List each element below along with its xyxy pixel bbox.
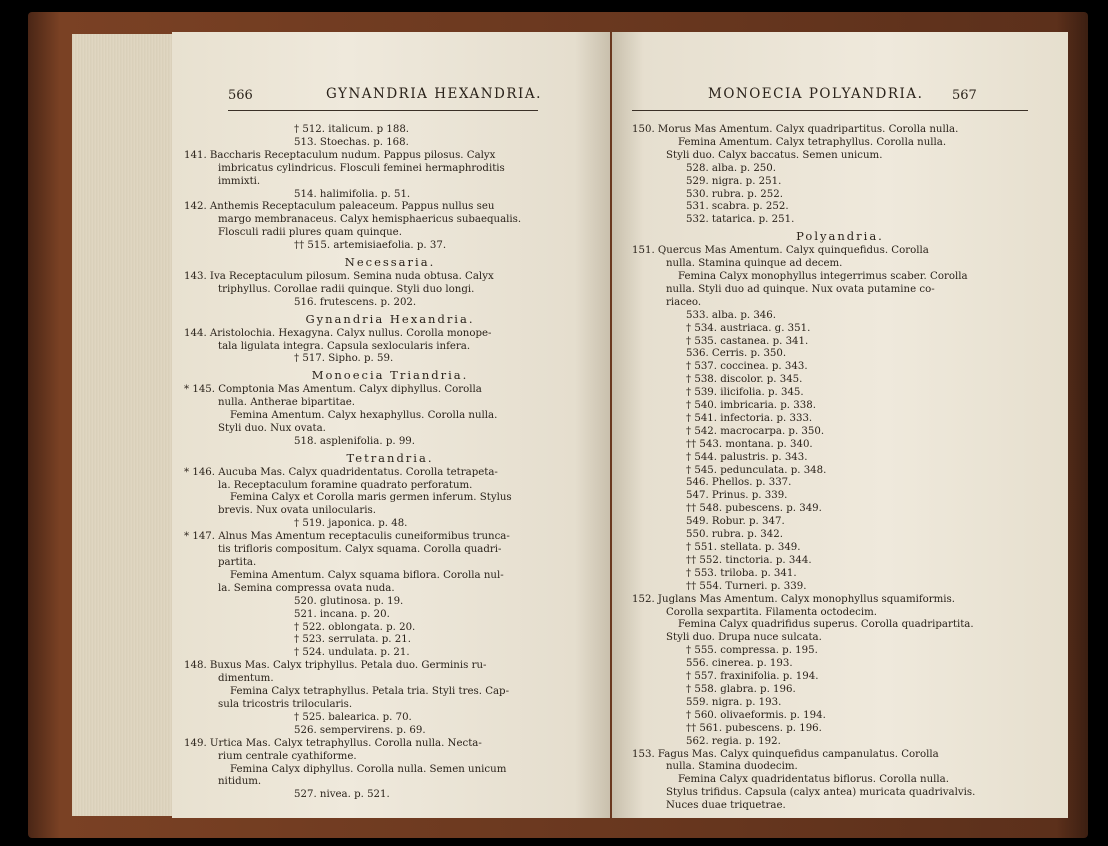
text-line: Femina Amentum. Calyx tetraphyllus. Corolla nulla.	[678, 136, 947, 148]
species-entry: † 512. italicum. p 188.	[294, 124, 410, 135]
text-line: Femina Calyx quadrifidus superus. Corolla quadripartita.	[678, 619, 974, 631]
section-heading: Necessaria.	[344, 255, 436, 270]
text-line: nitidum.	[218, 776, 262, 788]
text-line: margo membranaceus. Calyx hemisphaericus subaequalis.	[218, 214, 522, 226]
section-heading: Polyandria.	[796, 229, 884, 244]
section-heading: Monoecia Triandria.	[311, 368, 469, 383]
text-line: sula tricostris trilocularis.	[218, 698, 353, 710]
species-entry: † 523. serrulata. p. 21.	[294, 634, 411, 646]
left-header-rule	[228, 110, 538, 111]
species-entry: † 542. macrocarpa. p. 350.	[686, 425, 825, 437]
text-line: Corolla sexpartita. Filamenta octodecim.	[666, 606, 878, 618]
species-entry: † 545. pedunculata. p. 348.	[686, 464, 827, 476]
text-line: riaceo.	[666, 296, 702, 308]
species-entry: † 541. infectoria. p. 333.	[686, 412, 813, 424]
species-entry: † 540. imbricaria. p. 338.	[686, 400, 816, 412]
species-entry: †† 552. tinctoria. p. 344.	[686, 554, 812, 566]
species-entry: † 534. austriaca. g. 351.	[686, 322, 811, 334]
text-line: 149. Urtica Mas. Calyx tetraphyllus. Corolla nulla. Necta-	[184, 737, 482, 749]
right-running-title: MONOECIA POLYANDRIA.	[708, 86, 924, 102]
species-entry: † 517. Sipho. p. 59.	[294, 353, 394, 365]
species-entry: 546. Phellos. p. 337.	[686, 477, 792, 489]
text-line: Femina Amentum. Calyx hexaphyllus. Corolla nulla.	[230, 410, 498, 422]
right-page	[612, 32, 1068, 818]
text-line: 144. Aristolochia. Hexagyna. Calyx nullus. Corolla monope-	[184, 327, 492, 339]
text-line: Styli duo. Drupa nuce sulcata.	[666, 632, 822, 644]
text-line: 141. Baccharis Receptaculum nudum. Pappus pilosus. Calyx	[184, 149, 496, 161]
text-line: Flosculi radii plures quam quinque.	[218, 227, 402, 239]
left-running-head	[172, 84, 610, 106]
text-line: 153. Fagus Mas. Calyx quinquefidus campanulatus. Corolla	[632, 748, 939, 760]
species-entry: 547. Prinus. p. 339.	[686, 490, 788, 502]
text-line: * 147. Alnus Mas Amentum receptaculis cuneiformibus trunca-	[184, 531, 510, 543]
left-page	[172, 32, 610, 818]
species-entry: † 522. oblongata. p. 20.	[294, 621, 416, 633]
species-entry: † 539. ilicifolia. p. 345.	[686, 387, 804, 399]
species-entry: † 538. discolor. p. 345.	[686, 374, 803, 386]
species-entry: † 551. stellata. p. 349.	[686, 542, 801, 553]
species-entry: 518. asplenifolia. p. 99.	[294, 435, 416, 447]
species-entry: † 544. palustris. p. 343.	[686, 451, 808, 463]
text-line: nulla. Stamina duodecim.	[666, 761, 798, 773]
species-entry: 526. sempervirens. p. 69.	[294, 724, 426, 736]
right-running-head	[612, 84, 1068, 106]
species-entry: 531. scabra. p. 252.	[686, 201, 789, 213]
text-line: tis trifloris compositum. Calyx squama. Corolla quadri-	[218, 544, 502, 556]
species-entry: 514. halimifolia. p. 51.	[294, 188, 411, 200]
text-line: 152. Juglans Mas Amentum. Calyx monophyllus squamiformis.	[632, 593, 956, 605]
species-entry: 532. tatarica. p. 251.	[686, 214, 795, 226]
species-entry: † 557. fraxinifolia. p. 194.	[686, 671, 819, 683]
text-line: imbricatus cylindricus. Flosculi feminei hermaphroditis	[218, 162, 505, 174]
text-line: * 146. Aucuba Mas. Calyx quadridentatus. Corolla tetrapeta-	[184, 466, 498, 478]
species-entry: 513. Stoechas. p. 168.	[294, 136, 409, 148]
species-entry: †† 515. artemisiaefolia. p. 37.	[294, 240, 447, 252]
species-entry: 549. Robur. p. 347.	[686, 516, 785, 528]
text-line: 151. Quercus Mas Amentum. Calyx quinquefidus. Corolla	[632, 245, 929, 257]
text-line: Femina Amentum. Calyx squama biflora. Corolla nul-	[230, 569, 504, 581]
section-heading: Tetrandria.	[346, 450, 434, 465]
text-line: 142. Anthemis Receptaculum paleaceum. Pappus nullus seu	[184, 201, 495, 213]
text-line: Styli duo. Nux ovata.	[218, 422, 326, 434]
species-entry: 533. alba. p. 346.	[686, 309, 777, 321]
text-line: nulla. Stamina quinque ad decem.	[666, 258, 843, 270]
species-entry: †† 548. pubescens. p. 349.	[686, 503, 822, 515]
species-entry: 562. regia. p. 192.	[686, 735, 781, 747]
text-line: Femina Calyx diphyllus. Corolla nulla. Semen unicum	[230, 763, 507, 775]
species-entry: † 558. glabra. p. 196.	[686, 683, 796, 695]
text-line: Femina Calyx monophyllus integerrimus scaber. Corolla	[678, 270, 968, 282]
text-line: brevis. Nux ovata unilocularis.	[218, 505, 376, 517]
text-line: Femina Calyx tetraphyllus. Petala tria. Styli tres. Cap-	[230, 686, 510, 698]
text-line: Stylus trifidus. Capsula (calyx antea) muricata quadrivalvis.	[666, 787, 976, 799]
species-entry: 536. Cerris. p. 350.	[686, 348, 787, 360]
text-line: la. Semina compressa ovata nuda.	[218, 582, 395, 594]
species-entry: † 555. compressa. p. 195.	[686, 645, 818, 657]
species-entry: † 519. japonica. p. 48.	[294, 518, 408, 530]
book	[28, 12, 1088, 838]
text-line: la. Receptaculum foramine quadrato perforatum.	[218, 479, 473, 491]
page-edges-left	[72, 34, 172, 816]
text-line: Femina Calyx quadridentatus biflorus. Corolla nulla.	[678, 774, 949, 786]
species-entry: † 524. undulata. p. 21.	[294, 647, 410, 659]
species-entry: † 537. coccinea. p. 343.	[686, 361, 808, 373]
species-entry: 527. nivea. p. 521.	[294, 789, 390, 801]
species-entry: † 553. triloba. p. 341.	[686, 567, 797, 579]
text-line: Femina Calyx et Corolla maris germen inferum. Stylus	[230, 492, 512, 504]
species-entry: †† 554. Turneri. p. 339.	[686, 580, 807, 592]
left-page-text	[184, 124, 596, 802]
species-entry: 516. frutescens. p. 202.	[294, 296, 417, 308]
text-line: 148. Buxus Mas. Calyx triphyllus. Petala duo. Germinis ru-	[184, 660, 487, 672]
left-running-title: GYNANDRIA HEXANDRIA.	[326, 86, 542, 102]
species-entry: 530. rubra. p. 252.	[686, 188, 783, 200]
species-entry: 559. nigra. p. 193.	[686, 696, 782, 708]
section-heading: Gynandria Hexandria.	[305, 311, 475, 326]
species-entry: †† 561. pubescens. p. 196.	[686, 722, 822, 734]
species-entry: † 525. balearica. p. 70.	[294, 711, 412, 723]
text-line: 143. Iva Receptaculum pilosum. Semina nuda obtusa. Calyx	[184, 270, 494, 282]
species-entry: 520. glutinosa. p. 19.	[294, 595, 404, 607]
species-entry: †† 543. montana. p. 340.	[686, 438, 813, 450]
right-page-text	[632, 124, 1048, 813]
text-line: nulla. Antherae bipartitae.	[218, 397, 356, 409]
text-line: tala ligulata integra. Capsula sexlocularis infera.	[218, 340, 471, 352]
text-line: dimentum.	[218, 673, 274, 685]
right-header-rule	[632, 110, 1028, 111]
species-entry: † 560. olivaeformis. p. 194.	[686, 709, 826, 721]
left-page-number: 566	[228, 88, 253, 103]
text-line: Nuces duae triquetrae.	[666, 800, 786, 812]
text-line: nulla. Styli duo ad quinque. Nux ovata putamine co-	[666, 283, 935, 295]
species-entry: † 535. castanea. p. 341.	[686, 335, 809, 347]
right-page-number: 567	[952, 88, 977, 103]
text-line: rium centrale cyathiforme.	[218, 750, 357, 762]
species-entry: 528. alba. p. 250.	[686, 162, 777, 174]
text-line: * 145. Comptonia Mas Amentum. Calyx diphyllus. Corolla	[184, 384, 482, 396]
species-entry: 550. rubra. p. 342.	[686, 529, 783, 541]
species-entry: 529. nigra. p. 251.	[686, 175, 782, 187]
text-line: partita.	[218, 557, 257, 568]
text-line: immixti.	[218, 175, 261, 187]
text-line: 150. Morus Mas Amentum. Calyx quadripartitus. Corolla nulla.	[632, 124, 959, 135]
species-entry: 521. incana. p. 20.	[294, 608, 390, 620]
species-entry: 556. cinerea. p. 193.	[686, 658, 793, 670]
text-line: triphyllus. Corollae radii quinque. Styli duo longi.	[218, 283, 475, 295]
text-line: Styli duo. Calyx baccatus. Semen unicum.	[666, 149, 883, 161]
